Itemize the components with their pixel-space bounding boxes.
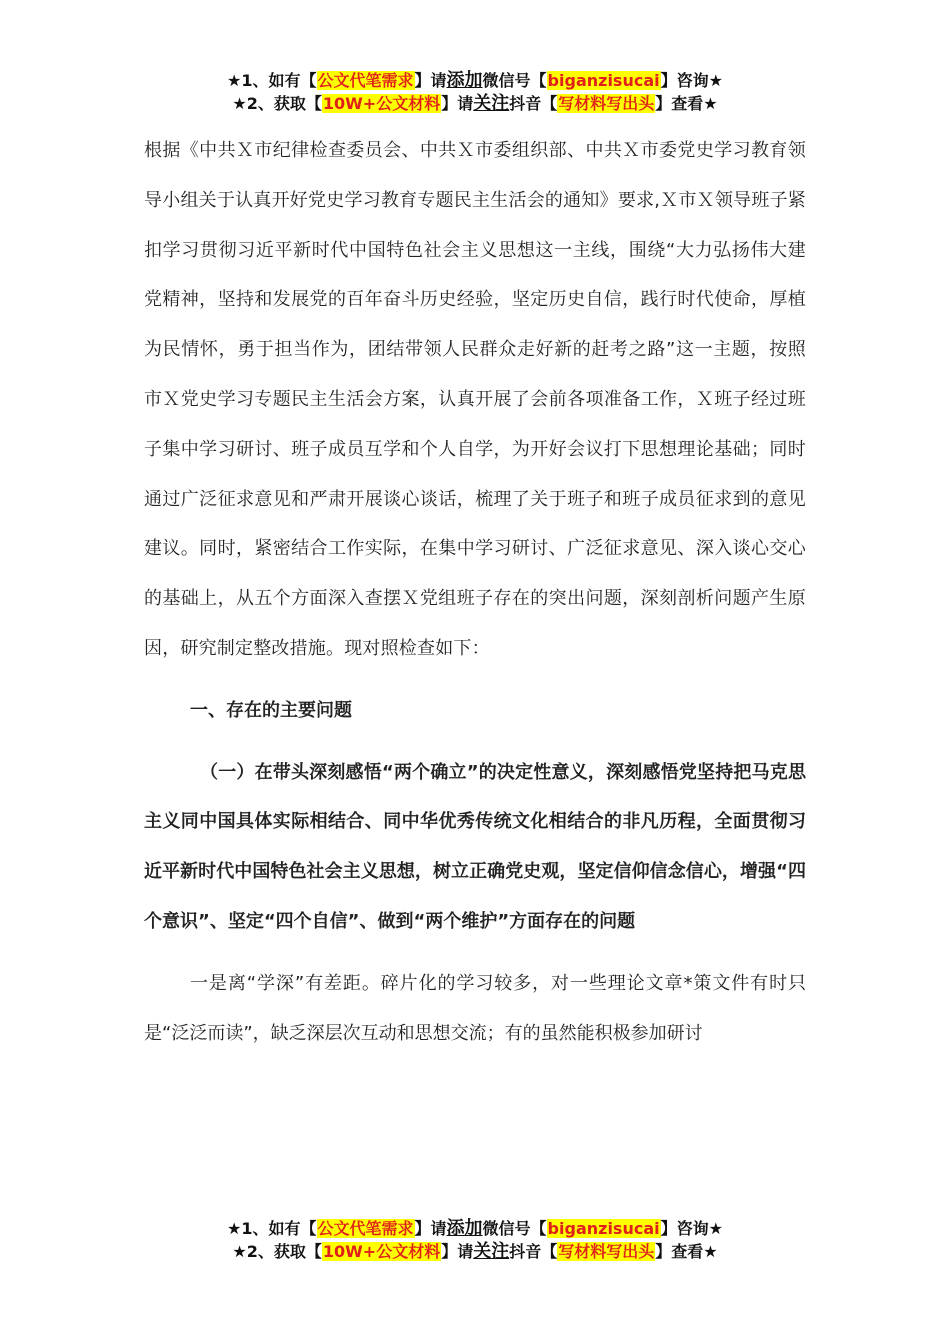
document-body bbox=[144, 126, 806, 1058]
highlight-douyin: 写材料写出头 bbox=[558, 1242, 655, 1261]
header-banner bbox=[0, 69, 950, 115]
intro-paragraph: 根据《中共Ｘ市纪律检查委员会、中共Ｘ市委组织部、中共Ｘ市委党史学习教育领导小组关于认真开好党史学习教育专题民主生活会的通知》要求,Ｘ市Ｘ领导班子紧扣学习贯彻习近平新时代中国特色社会主义思想这一主线，围绕“大力弘扬伟大建党精神，坚持和发展党的百年奋斗历史经验，坚定历史自信，践行时代使命，厚植为民情怀，勇于担当作为，团结带领人民群众走好新的赶考之路”这一主题，按照市Ｘ党史学习专题民主生活会方案，认真开展了会前各项准备工作，Ｘ班子经过班子集中学习研讨、班子成员互学和个人自学，为开好会议打下思想理论基础；同时通过广泛征求意见和严肃开展谈心谈话，梳理了关于班子和班子成员征求到的意见建议。同时，紧密结合工作实际，在集中学习研讨、广泛征求意见、深入谈心交心的基础上，从五个方面深入查摆Ｘ党组班子存在的突出问题，深刻剖析问题产生原因，研究制定整改措施。现对照检查如下： bbox=[144, 140, 806, 659]
highlight-materials: 10W+公文材料 bbox=[322, 94, 441, 113]
banner-line-1: ★1、如有【公文代笔需求】请添加微信号【biganzisucai】咨询★ bbox=[227, 70, 723, 91]
highlight-materials: 10W+公文材料 bbox=[322, 1242, 441, 1261]
banner-line-2: ★2、获取【10W+公文材料】请关注抖音【写材料写出头】查看★ bbox=[232, 1241, 718, 1262]
section-heading: 一、存在的主要问题 bbox=[190, 699, 352, 721]
body-paragraph: 一是离“学深”有差距。碎片化的学习较多，对一些理论文章*策文件有时只是“泛泛而读”，缺乏深层次互动和思想交流；有的虽然能积极参加研讨 bbox=[144, 972, 806, 1044]
highlight-wechat-id: biganzisucai bbox=[547, 1219, 660, 1238]
highlight-wechat-id: biganzisucai bbox=[547, 71, 660, 90]
highlight-douyin: 写材料写出头 bbox=[558, 94, 655, 113]
banner-line-2: ★2、获取【10W+公文材料】请关注抖音【写材料写出头】查看★ bbox=[232, 93, 718, 114]
highlight-service: 公文代笔需求 bbox=[317, 1219, 414, 1238]
banner-line-1: ★1、如有【公文代笔需求】请添加微信号【biganzisucai】咨询★ bbox=[227, 1218, 723, 1239]
footer-banner bbox=[0, 1217, 950, 1263]
highlight-service: 公文代笔需求 bbox=[317, 71, 414, 90]
subsection-heading: （一）在带头深刻感悟“两个确立”的决定性意义，深刻感悟党坚持把马克思主义同中国具体实际相结合、同中华优秀传统文化相结合的非凡历程，全面贯彻习近平新时代中国特色社会主义思想，树立正确党史观，坚定信仰信念信心，增强“四个意识”、坚定“四个自信”、做到“两个维护”方面存在的问题 bbox=[144, 761, 806, 932]
